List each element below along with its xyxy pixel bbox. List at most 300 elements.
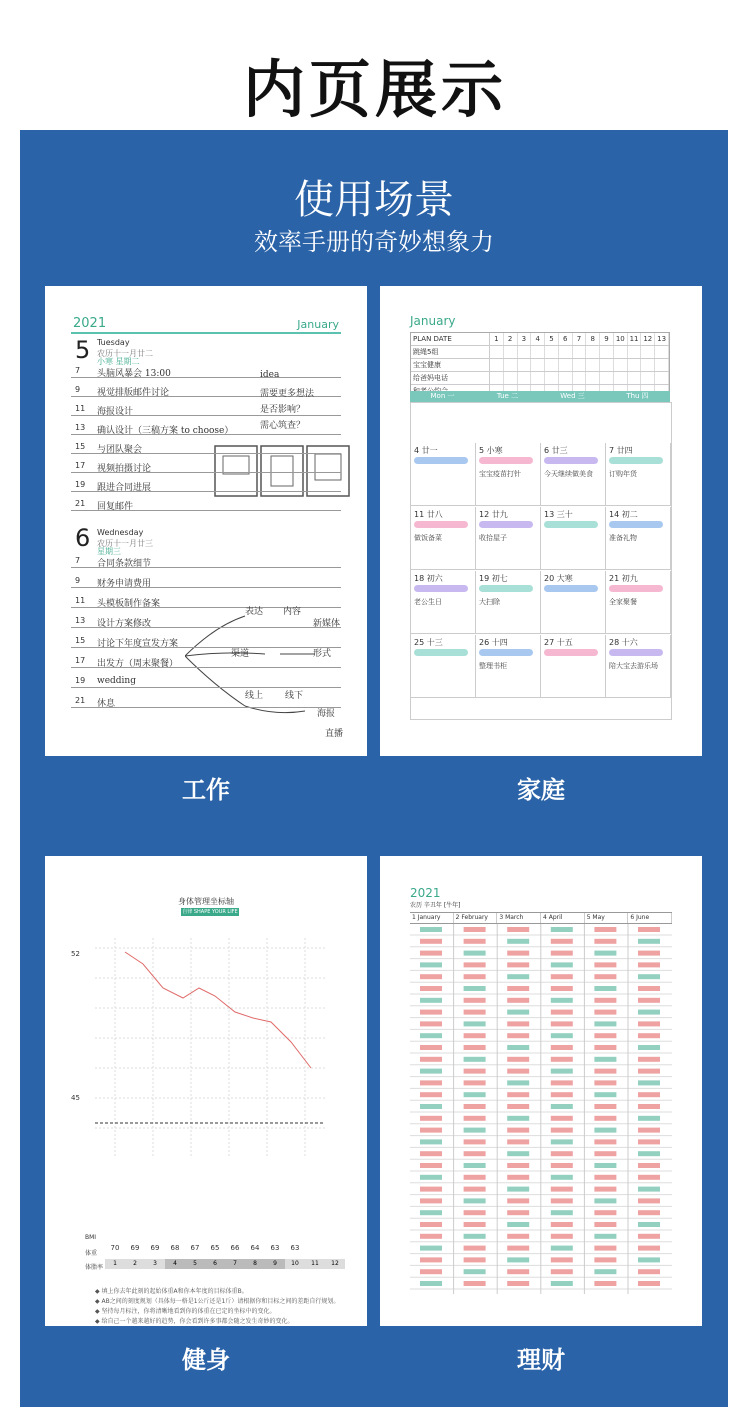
side-note: 表达 <box>245 607 264 617</box>
side-note: 渠道 <box>231 649 250 659</box>
habit-cell <box>504 359 518 371</box>
ledger-entry-mark <box>594 1092 616 1097</box>
day-extra: 星期三 <box>97 547 121 556</box>
family-calendar <box>410 402 672 720</box>
ledger-entry-mark <box>551 951 573 956</box>
side-note: 需要更多想法 <box>260 389 315 399</box>
event-pill <box>544 585 598 592</box>
weight-value: 70 <box>110 1244 120 1252</box>
event-text: 准备礼物 <box>609 534 637 542</box>
ledger-entry-mark <box>507 1198 529 1203</box>
habit-cell <box>628 372 642 384</box>
habit-cell <box>586 346 600 358</box>
date-cell: 10 <box>614 333 628 345</box>
ledger-entry-mark <box>594 1187 616 1192</box>
note-text: 头脑风暴会 13:00 <box>97 369 171 379</box>
event-text: 宝宝疫苗打针 <box>479 470 521 478</box>
ledger-entry-mark <box>638 1257 660 1262</box>
event-text: 收拾屋子 <box>479 534 507 542</box>
ledger-entry-mark <box>420 1187 442 1192</box>
ledger-entry-mark <box>507 1128 529 1133</box>
ledger-entry-mark <box>420 927 442 932</box>
caption-family: 家庭 <box>517 776 565 804</box>
ledger-entry-mark <box>594 1021 616 1026</box>
ledger-entry-mark <box>594 1269 616 1274</box>
day-name: Tuesday <box>97 338 130 347</box>
ledger-entry-mark <box>420 1010 442 1015</box>
calendar-day <box>606 635 671 698</box>
date-cell: 12 <box>641 333 655 345</box>
ledger-entry-mark <box>464 998 486 1003</box>
day-number: 26 十四 <box>479 638 508 647</box>
side-note: 海报 <box>317 709 336 719</box>
ledger-entry-mark <box>420 962 442 967</box>
note-text: 视觉排版邮件讨论 <box>97 388 170 398</box>
habit-cell <box>600 372 614 384</box>
ledger-entry-mark <box>507 1210 529 1215</box>
ledger-entry-mark <box>420 951 442 956</box>
ledger-entry-mark <box>551 1104 573 1109</box>
hour-label: 19 <box>75 480 86 489</box>
ledger-entry-mark <box>638 1151 660 1156</box>
ledger-entry-mark <box>420 1210 442 1215</box>
event-text: 全家聚餐 <box>609 598 637 606</box>
habit-cell <box>573 372 587 384</box>
weekday-label: Tue 二 <box>496 392 519 400</box>
ledger-entry-mark <box>507 986 529 991</box>
month-tick: 7 <box>225 1259 245 1269</box>
ledger-entry-mark <box>507 927 529 932</box>
ledger-entry-mark <box>638 974 660 979</box>
ledger-entry-mark <box>464 1234 486 1239</box>
ledger-entry-mark <box>507 1222 529 1227</box>
hour-label: 9 <box>75 385 81 394</box>
ledger-entry-mark <box>464 1092 486 1097</box>
ledger-entry-mark <box>464 939 486 944</box>
ledger-entry-mark <box>594 927 616 932</box>
month-axis <box>105 1259 345 1269</box>
ledger-entry-mark <box>594 1057 616 1062</box>
event-pill <box>609 585 663 592</box>
ledger-entry-mark <box>638 1057 660 1062</box>
date-cell: 2 <box>504 333 518 345</box>
weight-row <box>105 1244 345 1252</box>
ledger-entry-mark <box>638 1045 660 1050</box>
event-pill <box>479 649 533 656</box>
ledger-entry-mark <box>507 1057 529 1062</box>
ledger-entry-mark <box>551 1069 573 1074</box>
hour-label: 21 <box>75 696 86 705</box>
ledger-entry-mark <box>594 1069 616 1074</box>
calendar-day <box>476 507 541 570</box>
note-text: 回复邮件 <box>97 502 134 512</box>
day-number: 4 廿一 <box>414 446 438 455</box>
ledger-entry-mark <box>638 1021 660 1026</box>
note-bullet: ◆ 给自己一个越来越好的趋势，你会看到许多事都会随之发生奇妙的变化。 <box>95 1318 294 1325</box>
family-card <box>380 286 702 756</box>
day-number: 13 三十 <box>544 510 573 519</box>
event-pill <box>544 457 598 464</box>
event-pill <box>609 457 663 464</box>
ledger-entry-mark <box>638 1033 660 1038</box>
work-year: 2021 <box>73 316 107 331</box>
ledger-entry-mark <box>638 1128 660 1133</box>
ledger-entry-mark <box>464 1010 486 1015</box>
ledger-entry-mark <box>551 1021 573 1026</box>
ledger-entry-mark <box>507 998 529 1003</box>
habit-cell <box>518 359 532 371</box>
ledger-entry-mark <box>420 1128 442 1133</box>
ledger-entry-mark <box>420 1163 442 1168</box>
ledger-entry-mark <box>464 986 486 991</box>
ledger-entry-mark <box>420 1139 442 1144</box>
caption-work: 工作 <box>182 776 230 804</box>
ledger-entry-mark <box>464 1151 486 1156</box>
ledger-entry-mark <box>420 1057 442 1062</box>
event-pill <box>479 521 533 528</box>
ledger-entry-mark <box>464 927 486 932</box>
habit-cell <box>531 359 545 371</box>
ledger-entry-mark <box>464 1080 486 1085</box>
day-number: 6 <box>75 524 91 552</box>
habit-cell <box>531 346 545 358</box>
hour-label: 11 <box>75 404 86 413</box>
ledger-entry-mark <box>420 1234 442 1239</box>
calendar-day <box>541 571 606 634</box>
ledger-entry-mark <box>594 1151 616 1156</box>
family-month: January <box>410 314 456 328</box>
divider <box>71 332 341 334</box>
ledger-entry-mark <box>507 1116 529 1121</box>
work-card <box>45 286 367 756</box>
side-note: 线上 <box>245 691 264 701</box>
day-name: Wednesday <box>97 528 144 537</box>
ledger-entry-mark <box>638 1175 660 1180</box>
habit-cell <box>586 359 600 371</box>
habit-cell <box>490 346 504 358</box>
ledger-entry-mark <box>420 1045 442 1050</box>
habit-cell <box>573 346 587 358</box>
day-number: 25 十三 <box>414 638 443 647</box>
ledger-entry-mark <box>594 1128 616 1133</box>
ledger-entry-mark <box>507 1187 529 1192</box>
ledger-entry-mark <box>638 1080 660 1085</box>
month-column-header: 2 February <box>454 913 498 923</box>
ledger-entry-mark <box>420 1246 442 1251</box>
event-text: 陪大宝去游乐场 <box>609 662 658 670</box>
ledger-entry-mark <box>594 1257 616 1262</box>
ledger-entry-mark <box>594 1033 616 1038</box>
habit-cell <box>559 346 573 358</box>
ledger-entry-mark <box>507 1281 529 1286</box>
hour-label: 19 <box>75 676 86 685</box>
day-number: 14 初二 <box>609 510 638 519</box>
weight-value: 65 <box>210 1244 220 1252</box>
finance-year: 2021 <box>410 886 441 900</box>
ledger-entry-mark <box>551 1269 573 1274</box>
date-cell: 4 <box>531 333 545 345</box>
habit-cell <box>559 359 573 371</box>
ledger-entry-mark <box>420 1222 442 1227</box>
work-month: January <box>297 318 339 331</box>
week-header <box>410 391 670 402</box>
habit-cell <box>655 359 669 371</box>
ledger-entry-mark <box>594 1246 616 1251</box>
hour-label: 7 <box>75 366 81 375</box>
hour-label: 15 <box>75 442 86 451</box>
hour-label: 11 <box>75 596 86 605</box>
day-number: 5 小寒 <box>479 446 503 455</box>
panel-title: 使用场景 <box>294 177 454 223</box>
habit-cell <box>504 346 518 358</box>
note-text: 跟进合同进展 <box>97 483 152 493</box>
weight-value: 66 <box>230 1244 240 1252</box>
ledger-entry-mark <box>638 1069 660 1074</box>
habit-cell <box>545 359 559 371</box>
event-text: 今天继续做美食 <box>544 470 593 478</box>
date-cell: 3 <box>518 333 532 345</box>
ledger-entry-mark <box>464 1187 486 1192</box>
ledger-entry-mark <box>507 1139 529 1144</box>
month-column-header: 3 March <box>497 913 541 923</box>
date-cell: 5 <box>545 333 559 345</box>
scene-panel <box>20 130 728 1407</box>
date-cell: 9 <box>600 333 614 345</box>
ledger-entry-mark <box>594 939 616 944</box>
note-text: 合同条款细节 <box>97 559 152 569</box>
habit-cell <box>614 372 628 384</box>
ledger-entry-mark <box>638 939 660 944</box>
ledger-entry-mark <box>464 1045 486 1050</box>
ledger-entry-mark <box>638 1281 660 1286</box>
month-tick: 9 <box>265 1259 285 1269</box>
day-number: 27 十五 <box>544 638 573 647</box>
event-text: 大扫除 <box>479 598 500 606</box>
month-tick: 6 <box>205 1259 225 1269</box>
ledger-entry-mark <box>594 1281 616 1286</box>
habit-cell <box>573 359 587 371</box>
side-note: 是否影响？ <box>260 405 306 415</box>
ledger-entry-mark <box>464 1104 486 1109</box>
habit-cell <box>641 372 655 384</box>
habit-cell <box>586 372 600 384</box>
weight-value: 63 <box>290 1244 300 1252</box>
ledger-entry-mark <box>420 998 442 1003</box>
ledger-entry-mark <box>594 1010 616 1015</box>
month-tick: 4 <box>165 1259 185 1269</box>
ledger-entry-mark <box>464 1116 486 1121</box>
weight-value: 64 <box>250 1244 260 1252</box>
ledger-entry-mark <box>551 1210 573 1215</box>
y-mid-label: 45 <box>71 1094 80 1102</box>
ledger-entry-mark <box>464 1139 486 1144</box>
habit-label: 宝宝健康 <box>411 359 490 371</box>
ledger-entry-mark <box>594 951 616 956</box>
ledger-entry-mark <box>594 1210 616 1215</box>
ledger-entry-mark <box>594 1080 616 1085</box>
ledger-entry-mark <box>420 1116 442 1121</box>
calendar-day <box>476 443 541 506</box>
weekday-label: Thu 四 <box>626 392 649 400</box>
ledger-entry-mark <box>551 1163 573 1168</box>
weight-value: 67 <box>190 1244 200 1252</box>
calendar-day <box>411 443 476 506</box>
ledger-entry-mark <box>551 1198 573 1203</box>
ledger-entry-mark <box>594 1234 616 1239</box>
ledger-entry-mark <box>507 1269 529 1274</box>
ledger-entry-mark <box>551 1175 573 1180</box>
ledger-entry-mark <box>551 1116 573 1121</box>
event-pill <box>544 521 598 528</box>
finance-ledger <box>410 924 672 1294</box>
day-number: 6 廿三 <box>544 446 568 455</box>
weight-chart <box>95 938 335 1158</box>
ledger-entry-mark <box>551 1033 573 1038</box>
ledger-entry-mark <box>420 1198 442 1203</box>
ledger-entry-mark <box>638 1222 660 1227</box>
ledger-entry-mark <box>551 1151 573 1156</box>
event-text: 老公生日 <box>414 598 442 606</box>
note-bullet: ◆ 坚持每月标注，你将清晰地看到你的体重在已定的坐标中的变化。 <box>95 1308 276 1315</box>
habit-cell <box>518 346 532 358</box>
habit-row <box>411 359 669 372</box>
habit-cell <box>655 346 669 358</box>
hour-label: 9 <box>75 576 81 585</box>
date-row <box>411 333 669 346</box>
side-note: 内容 <box>283 607 302 617</box>
habit-cell <box>545 372 559 384</box>
event-pill <box>479 457 533 464</box>
ledger-entry-mark <box>594 974 616 979</box>
month-tick: 5 <box>185 1259 205 1269</box>
habit-cell <box>614 346 628 358</box>
ledger-entry-mark <box>420 1021 442 1026</box>
ledger-entry-mark <box>594 1104 616 1109</box>
fitness-title: 身体管理坐标轴 <box>178 897 234 906</box>
ledger-entry-mark <box>638 1210 660 1215</box>
event-pill <box>414 649 468 656</box>
ledger-entry-mark <box>594 1163 616 1168</box>
date-cell: 1 <box>490 333 504 345</box>
ledger-entry-mark <box>638 1010 660 1015</box>
day-number: 5 <box>75 336 91 364</box>
habit-cell <box>559 372 573 384</box>
side-note: idea <box>260 370 280 380</box>
caption-finance: 理财 <box>517 1346 565 1374</box>
ledger-entry-mark <box>551 986 573 991</box>
habit-label: 跳绳5组 <box>411 346 490 358</box>
fitness-card <box>45 856 367 1326</box>
event-pill <box>414 457 468 464</box>
date-label: PLAN DATE <box>411 333 490 345</box>
row-label: 体脂率 <box>85 1264 104 1271</box>
row-label: BMI <box>85 1234 97 1241</box>
date-cell: 6 <box>559 333 573 345</box>
calendar-day <box>606 443 671 506</box>
habit-cell <box>641 346 655 358</box>
calendar-day <box>411 507 476 570</box>
month-column-header: 4 April <box>541 913 585 923</box>
ledger-entry-mark <box>420 939 442 944</box>
ledger-entry-mark <box>594 986 616 991</box>
finance-subtitle: 农历 辛丑年 [牛年] <box>410 902 461 909</box>
ledger-entry-mark <box>638 1246 660 1251</box>
ledger-entry-mark <box>464 1163 486 1168</box>
ledger-entry-mark <box>420 1281 442 1286</box>
day-number: 12 廿九 <box>479 510 508 519</box>
habit-cell <box>614 359 628 371</box>
ledger-entry-mark <box>551 1092 573 1097</box>
note-bullet: ◆ 填上你去年此刻的起始体重A和你本年度的目标体重B。 <box>95 1288 248 1295</box>
ledger-entry-mark <box>464 1033 486 1038</box>
ledger-entry-mark <box>507 1080 529 1085</box>
side-note: 线下 <box>285 691 304 701</box>
ledger-entry-mark <box>638 1269 660 1274</box>
ledger-entry-mark <box>464 1269 486 1274</box>
ledger-entry-mark <box>507 951 529 956</box>
note-text: 出发方（周末聚餐） <box>97 659 179 669</box>
ledger-entry-mark <box>507 1045 529 1050</box>
ledger-entry-mark <box>464 1281 486 1286</box>
ledger-entry-mark <box>638 1104 660 1109</box>
ledger-entry-mark <box>551 1010 573 1015</box>
ledger-entry-mark <box>551 1045 573 1050</box>
ledger-entry-mark <box>551 962 573 967</box>
ledger-entry-mark <box>594 998 616 1003</box>
ledger-entry-mark <box>464 1175 486 1180</box>
hour-label: 13 <box>75 616 86 625</box>
note-bullet: ◆ AB之间的刻度规划（具体每一格是1公斤还是1斤）请根据你和目标之间的差距自行规划。 <box>95 1298 340 1305</box>
side-note: 新媒体 <box>313 619 341 629</box>
finance-card <box>380 856 702 1326</box>
y-top-label: 52 <box>71 950 80 958</box>
ledger-entry-mark <box>420 1069 442 1074</box>
date-cell: 8 <box>586 333 600 345</box>
event-pill <box>609 521 663 528</box>
caption-fitness: 健身 <box>182 1346 230 1374</box>
calendar-day <box>476 635 541 698</box>
ledger-entry-mark <box>638 1163 660 1168</box>
month-column-header: 5 May <box>585 913 629 923</box>
calendar-day <box>541 635 606 698</box>
ledger-entry-mark <box>420 1175 442 1180</box>
habit-tracker <box>410 332 670 399</box>
month-tick: 3 <box>145 1259 165 1269</box>
ledger-entry-mark <box>464 1246 486 1251</box>
ledger-entry-mark <box>551 1222 573 1227</box>
date-cell: 11 <box>628 333 642 345</box>
ledger-entry-mark <box>638 1092 660 1097</box>
side-note: 需心筑查？ <box>260 421 306 431</box>
note-text: wedding <box>97 676 136 686</box>
ledger-entry-mark <box>464 974 486 979</box>
note-text: 海报设计 <box>97 407 134 417</box>
ledger-entry-mark <box>594 1222 616 1227</box>
ledger-entry-mark <box>507 962 529 967</box>
ledger-entry-mark <box>551 1139 573 1144</box>
ledger-entry-mark <box>594 962 616 967</box>
weight-value: 68 <box>170 1244 180 1252</box>
ledger-entry-mark <box>507 974 529 979</box>
event-pill <box>479 585 533 592</box>
ledger-entry-mark <box>507 1021 529 1026</box>
habit-cell <box>531 372 545 384</box>
event-pill <box>609 649 663 656</box>
calendar-day <box>476 571 541 634</box>
calendar-day <box>606 507 671 570</box>
date-cell: 7 <box>573 333 587 345</box>
ledger-entry-mark <box>464 1222 486 1227</box>
